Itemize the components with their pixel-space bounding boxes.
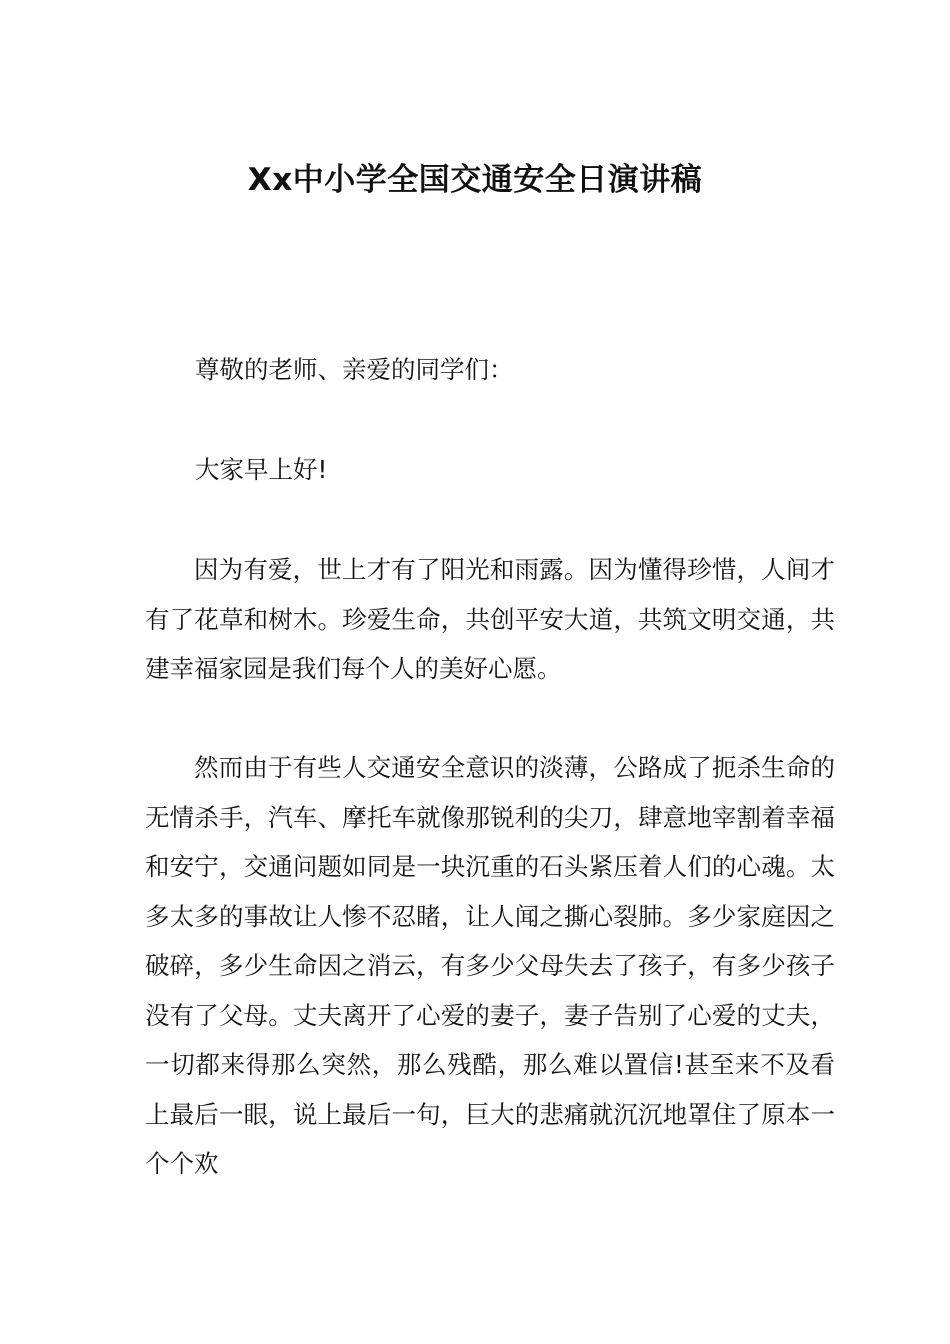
greeting: 大家早上好! — [195, 455, 328, 484]
document-title: Xx中小学全国交通安全日演讲稿 — [247, 162, 703, 198]
paragraph-block-2 — [145, 743, 835, 1238]
paragraph: 然而由于有些人交通安全意识的淡薄，公路成了扼杀生命的无情杀手，汽车、摩托车就像那锐利的尖刀，肆意地宰割着幸福和安宁，交通问题如同是一块沉重的石头紧压着人们的心魂。太多太多的事故让人惨不忍睹，让人闻之撕心裂肺。多少家庭因之破碎，多少生命因之消云，有多少父母失去了孩子，有多少孩子没有了父母。丈夫离开了心爱的妻子，妻子告别了心爱的丈夫，一切都来得那么突然，那么残酷，那么难以置信!甚至来不及看上最后一眼，说上最后一句，巨大的悲痛就沉沉地罩住了原本一个个欢 — [145, 753, 835, 1178]
paragraph-block-1 — [145, 545, 835, 743]
salutation: 尊敬的老师、亲爱的同学们： — [195, 355, 514, 384]
paragraph: 因为有爱，世上才有了阳光和雨露。因为懂得珍惜，人间才有了花草和树木。珍爱生命，共创平安大道，共筑文明交通，共建幸福家园是我们每个人的美好心愿。 — [145, 555, 835, 683]
